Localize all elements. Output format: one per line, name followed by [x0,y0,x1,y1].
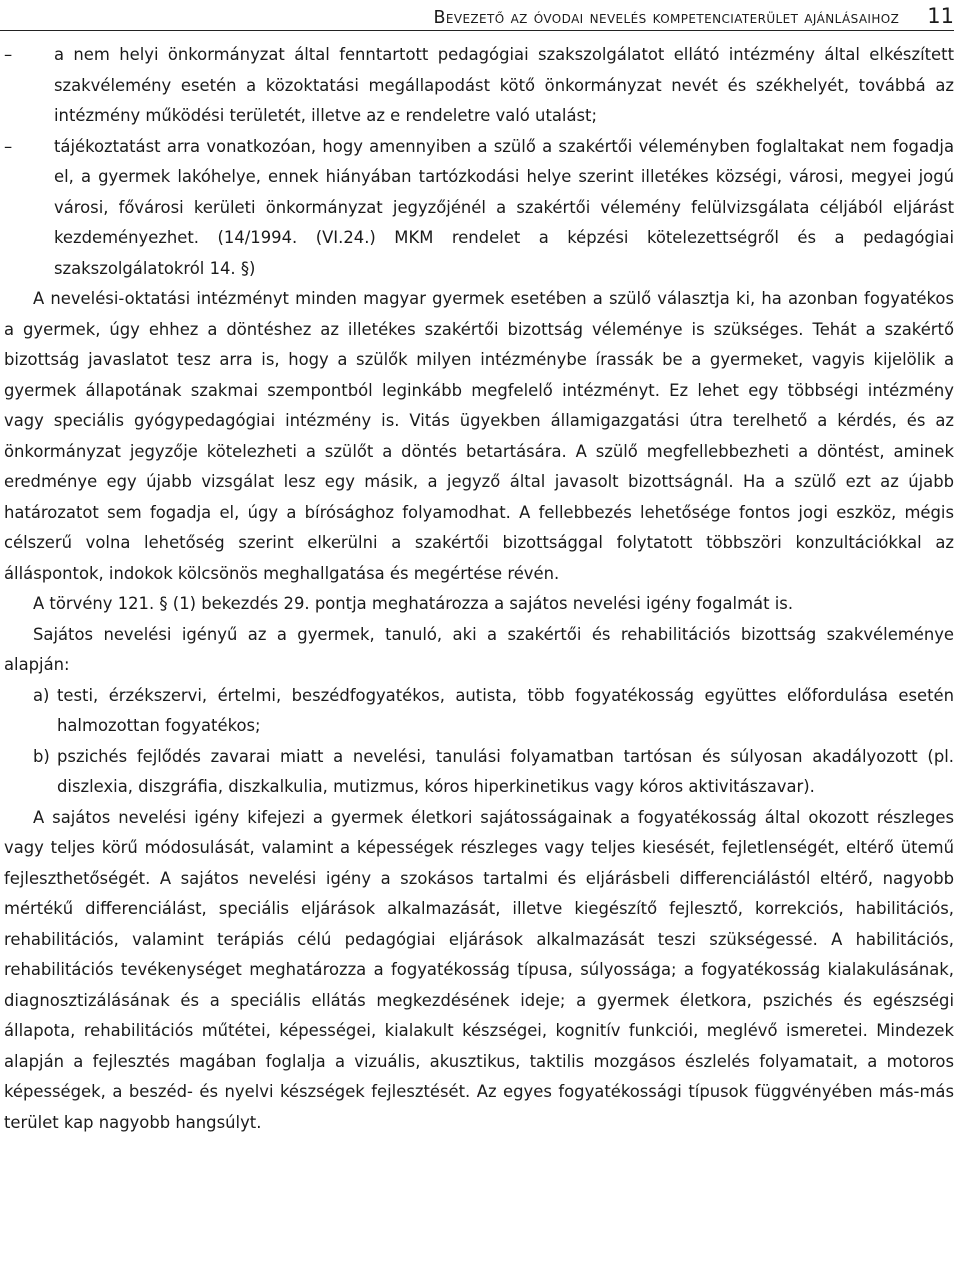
dash-bullet: – [4,136,13,156]
dash-bullet: – [4,45,13,64]
paragraph: A törvény 121. § (1) bekezdés 29. pontja meghatározza a sajátos nevelési igény fogalmát is. [33,594,794,613]
dash-list-item [4,40,954,132]
list-item-text: pszichés fejlődés zavarai miatt a nevelési, tanulási folyamatban tartósan és súlyosan akadályozott (pl. diszlexia, diszgráfia, diszkalkulia, mutizmus, kóros hiperkinetikus vagy kóros aktivitászavar). [57,746,954,796]
list-item [4,742,954,803]
paragraph: Sajátos nevelési igényű az a gyermek, tanuló, aki a szakértői és rehabilitációs bizottság szakvéleménye alapján: [4,624,954,674]
paragraph: A nevelési-oktatási intézményt minden magyar gyermek esetében a szülő választja ki, ha azonban fogyatékos a gyermek, úgy ehhez a döntéshez az illetékes szakértői bizottság véleménye is szükséges. Tehát a szakértő bizottság javaslatot tesz arra is, hogy a szülők milyen intézménybe írassák be a gyermeket, vagyis kijelölik a gyermek állapotának szakmai szempontból leginkább megfelelő intézményt. Ez lehet egy többségi intézmény vagy speciális gyógypedagógiai intézmény is. Vitás ügyekben államigazgatási útra terelhető a kérdés, és az önkormányzat jegyzője kötelezheti a szülőt a döntés betartására. A szülő megfellebbezheti a döntést, aminek eredménye egy újabb vizsgálat lesz egy másik, a jegyző által javasolt bizottságnál. Ha a szülő ezt az újabb határozatot sem fogadja el, úgy a bírósághoz folyamodhat. A fellebbezés lehetősége fontos jogi eszköz, mégis célszerű volna lehetőség szerint elkerülni a szakértői bizottsággal folytatott többszöri konzultációkkal az álláspontok, indokok kölcsönös meghallgatása és megértése révén. [4,289,954,583]
running-header [0,4,954,31]
dash-item-text: a nem helyi önkormányzat által fenntartott pedagógiai szakszolgálatot ellátó intézmény által elkészített szakvélemény esetén a közoktatási megállapodást kötő önkormányzat nevét és székhelyét, továbbá az intézmény működési területét, illetve az e rendeletre való utalást; [54,45,954,125]
dash-item-text: tájékoztatást arra vonatkozóan, hogy amennyiben a szülő a szakértői véleményben foglaltakat nem fogadja el, a gyermek lakóhelye, ennek hiányában tartózkodási helye szerint illetékes községi, városi, megyei jogú városi, fővárosi kerületi önkormányzat jegyzőjénél a szakértői vélemény felülvizsgálata céljából eljárást kezdeményezhet. (14/1994. (VI.24.) MKM rendelet a képzési kötelezettségről és a pedagógiai szakszolgálatokról 14. §) [54,136,954,278]
body-text [4,40,954,1138]
list-label: a) [33,685,50,705]
list-item-text: testi, érzékszervi, értelmi, beszédfogyatékos, autista, több fogyatékosság együttes előfordulása esetén halmozottan fogyatékos; [57,685,954,735]
dash-list-item [4,132,954,285]
list-item [4,681,954,742]
paragraph: A sajátos nevelési igény kifejezi a gyermek életkori sajátosságainak a fogyatékosság által okozott részleges vagy teljes körű módosulását, valamint a képességek részleges vagy teljes kiesését, fejletlenségét, eltérő ütemű fejleszthetőségét. A sajátos nevelési igény a szokásos tartalmi és eljárásbeli differenciálástól eltérő, nagyobb mértékű differenciálást, speciális eljárások alkalmazását, illetve kiegészítő fejlesztő, korrekciós, habilitációs, rehabilitációs, valamint terápiás célú pedagógiai eljárások alkalmazását teszi szükségessé. A habilitációs, rehabilitációs tevékenységet meghatározza a fogyatékosság típusa, súlyossága; a fogyatékosság kialakulásának, diagnosztizálásának és a speciális ellátás megkezdésének ideje; a gyermek életkora, pszichés és egészségi állapota, rehabilitációs műtétei, képességei, kialakult készségei, kognitív funkciói, meglévő ismeretei. Mindezek alapján a fejlesztés magában foglalja a vizuális, akusztikus, taktilis mozgásos észlelés folyamatait, a motoros képességek, a beszéd- és nyelvi készségek fejlesztését. Az egyes fogyatékossági típusok függvényében más-más terület kap nagyobb hangsúlyt. [4,807,954,1132]
page-number: 11 [927,4,954,28]
running-title: Bevezető az óvodai nevelés kompetenciaterület ajánlásaihoz [433,8,900,28]
list-label: b) [33,746,50,766]
